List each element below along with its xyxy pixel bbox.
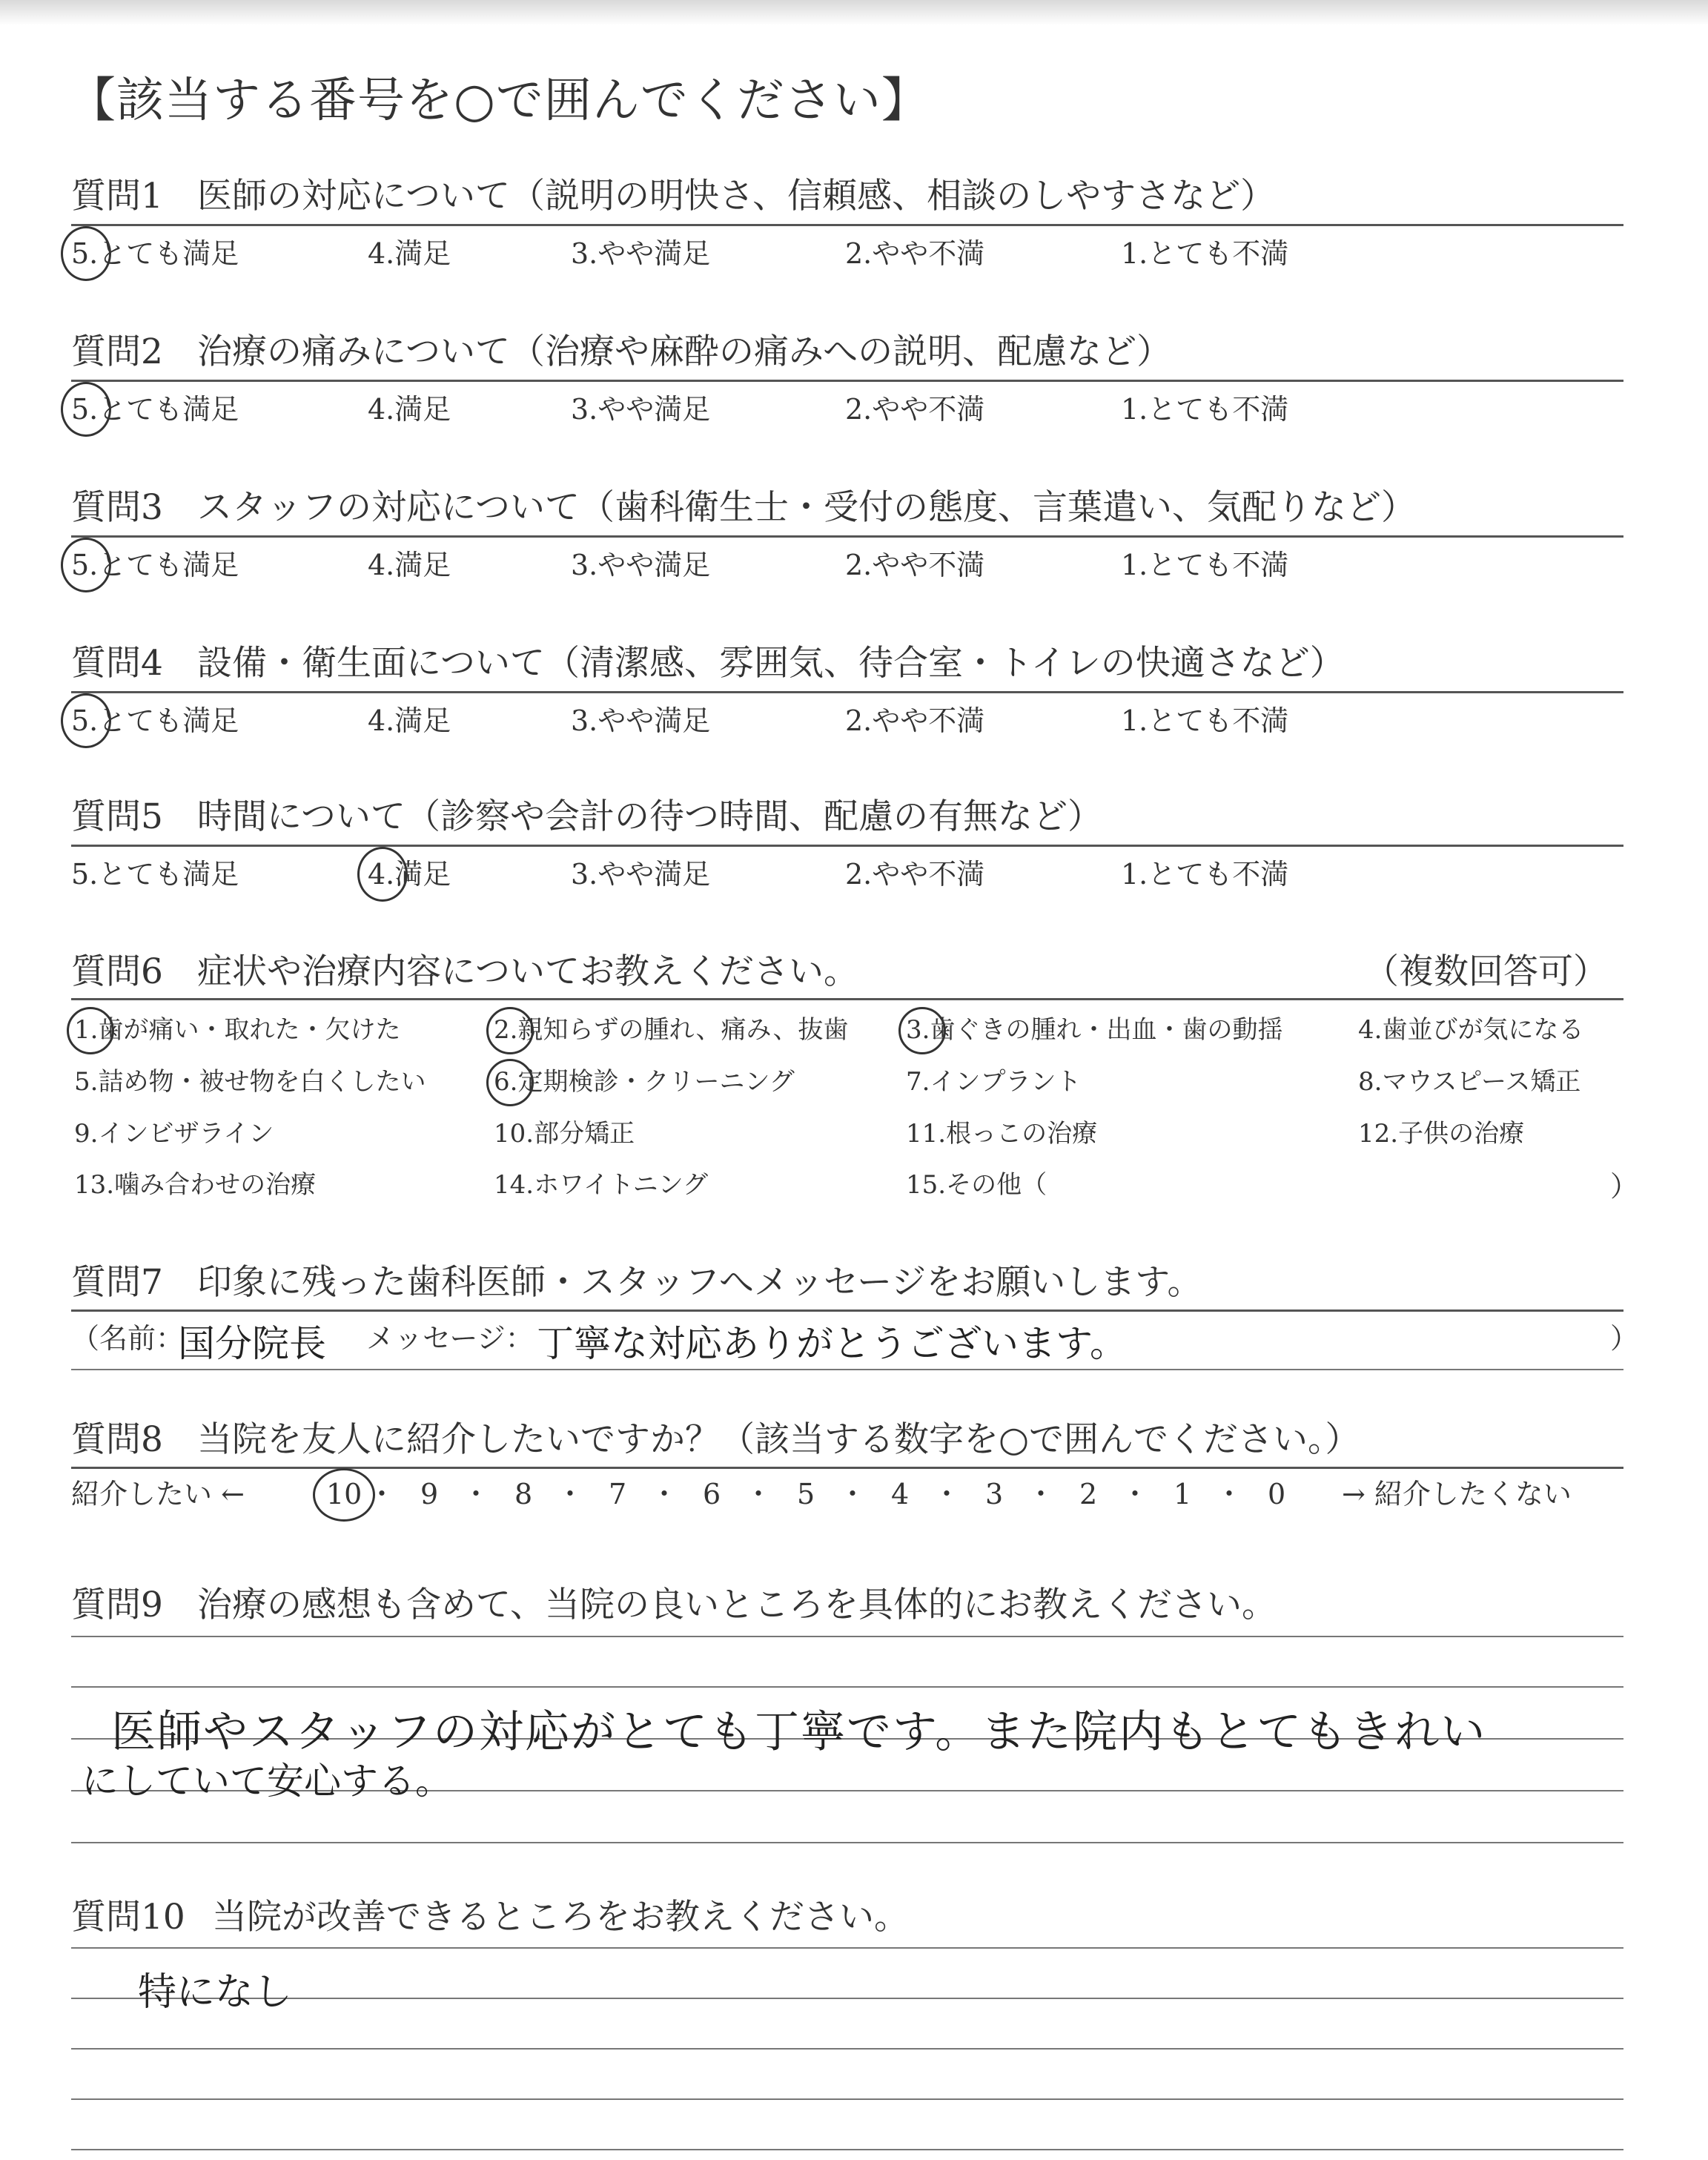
q9-rule-5	[71, 1842, 1623, 1843]
q1-selected-circle	[61, 226, 111, 281]
q6-option-5[interactable]: 5.詰め物・被せ物を白くしたい	[74, 1067, 426, 1097]
q1-text: 医師の対応について（説明の明快さ、信頼感、相談のしやすさなど）	[197, 176, 1276, 217]
q4-rule	[71, 691, 1623, 693]
q9-rule-1	[71, 1636, 1623, 1637]
q3-heading	[71, 486, 1416, 530]
q10-rule-2	[71, 1998, 1623, 1999]
q3-rule	[71, 535, 1623, 538]
q6-option-13[interactable]: 13.噛み合わせの治療	[74, 1170, 317, 1200]
q1-rule	[71, 224, 1623, 226]
q8-separator: ・	[368, 1478, 397, 1510]
q5-label: 質問5	[71, 796, 163, 837]
q8-scale-9[interactable]: 9	[420, 1478, 439, 1510]
q6-option-9[interactable]: 9.インビザライン	[74, 1119, 274, 1149]
q9-text: 治療の感想も含めて、当院の良いところを具体的にお教えください。	[197, 1585, 1277, 1625]
q6-heading	[71, 950, 858, 994]
q10-text: 当院が改善できるところをお教えください。	[212, 1897, 909, 1938]
q2-heading	[71, 330, 1171, 374]
q8-separator: ・	[838, 1478, 867, 1510]
q5-heading	[71, 795, 1102, 839]
q6-option-11[interactable]: 11.根っこの治療	[906, 1119, 1098, 1149]
q10-answer-line-1: 特になし	[138, 1970, 293, 2015]
q4-option-3[interactable]: 3.やや満足	[571, 704, 711, 737]
q8-scale-3[interactable]: 3	[985, 1478, 1004, 1510]
q2-option-5[interactable]: 5.とても満足	[71, 393, 239, 426]
q6-selected-circle-1	[67, 1007, 114, 1054]
q8-separator: ・	[556, 1478, 585, 1510]
q1-option-5[interactable]: 5.とても満足	[71, 237, 239, 270]
q9-answer-line-2: にしていて安心する。	[82, 1760, 452, 1803]
q8-scale-6[interactable]: 6	[703, 1478, 721, 1510]
q6-label: 質問6	[71, 951, 163, 992]
q8-separator: ・	[650, 1478, 679, 1510]
q7-message-value: 丁寧な対応ありがとうございます。	[537, 1322, 1127, 1365]
q6-option-15[interactable]: 15.その他（	[906, 1170, 1047, 1200]
q4-heading	[71, 641, 1345, 686]
q1-label: 質問1	[71, 176, 163, 217]
scan-top-edge	[0, 0, 1708, 25]
q7-text: 印象に残った歯科医師・スタッフへメッセージをお願いします。	[197, 1262, 1202, 1303]
q5-option-3[interactable]: 3.やや満足	[571, 858, 711, 891]
q5-option-4[interactable]: 4.満足	[368, 858, 451, 891]
q1-option-1[interactable]: 1.とても不満	[1121, 237, 1289, 270]
q6-option-8[interactable]: 8.マウスピース矯正	[1358, 1067, 1581, 1097]
q8-scale-7[interactable]: 7	[609, 1478, 627, 1510]
q6-option-3[interactable]: 3.歯ぐきの腫れ・出血・歯の動揺	[906, 1015, 1283, 1045]
q4-option-4[interactable]: 4.満足	[368, 704, 451, 737]
q8-scale-2[interactable]: 2	[1079, 1478, 1098, 1510]
q3-option-5[interactable]: 5.とても満足	[71, 549, 239, 581]
q10-heading	[71, 1895, 909, 1940]
q9-label: 質問9	[71, 1585, 163, 1625]
q6-text: 症状や治療内容についてお教えください。	[197, 951, 859, 992]
q8-selected-circle	[313, 1468, 375, 1522]
q9-answer-line-1: 医師やスタッフの対応がとても丁寧です。また院内もとてもきれい	[111, 1706, 1487, 1758]
q8-label: 質問8	[71, 1419, 163, 1460]
q3-text: スタッフの対応について（歯科衛生士・受付の態度、言葉遣い、気配りなど）	[197, 487, 1417, 528]
q8-scale-10[interactable]: 10	[326, 1478, 363, 1510]
q8-rule	[71, 1467, 1623, 1469]
q5-text: 時間について（診察や会計の待つ時間、配慮の有無など）	[197, 796, 1103, 837]
q8-right-label: → 紹介したくない	[1342, 1478, 1572, 1510]
q7-name-value: 国分院長	[178, 1322, 326, 1365]
q5-option-2[interactable]: 2.やや不満	[845, 858, 985, 891]
q2-text: 治療の痛みについて（治療や麻酔の痛みへの説明、配慮など）	[197, 331, 1172, 372]
q7-heading	[71, 1261, 1202, 1305]
q8-separator: ・	[933, 1478, 961, 1510]
q6-option-1[interactable]: 1.歯が痛い・取れた・欠けた	[74, 1015, 401, 1045]
q4-text: 設備・衛生面について（清潔感、雰囲気、待合室・トイレの快適さなど）	[197, 643, 1345, 684]
q8-scale-1[interactable]: 1	[1174, 1478, 1192, 1510]
q6-selected-circle-6	[486, 1059, 534, 1106]
q8-separator: ・	[1027, 1478, 1056, 1510]
q6-option-4[interactable]: 4.歯並びが気になる	[1358, 1015, 1584, 1045]
q2-rule	[71, 380, 1623, 382]
q8-text: 当院を友人に紹介したいですか？（該当する数字を○で囲んでください。）	[197, 1419, 1360, 1460]
q1-option-2[interactable]: 2.やや不満	[845, 237, 985, 270]
q3-option-3[interactable]: 3.やや満足	[571, 549, 711, 581]
q1-option-3[interactable]: 3.やや満足	[571, 237, 711, 270]
q8-separator: ・	[1215, 1478, 1244, 1510]
q6-option-6[interactable]: 6.定期検診・クリーニング	[494, 1067, 795, 1097]
q4-option-5[interactable]: 5.とても満足	[71, 704, 239, 737]
q6-option-7[interactable]: 7.インプラント	[906, 1067, 1082, 1097]
q10-rule-5	[71, 2149, 1623, 2150]
q6-rule	[71, 998, 1623, 1000]
q4-label: 質問4	[71, 643, 163, 684]
q8-scale-5[interactable]: 5	[797, 1478, 815, 1510]
q8-left-label: 紹介したい ←	[71, 1478, 245, 1510]
q4-option-2[interactable]: 2.やや不満	[845, 704, 985, 737]
q3-option-1[interactable]: 1.とても不満	[1121, 549, 1289, 581]
q7-close-paren: ）	[1610, 1322, 1639, 1355]
q1-heading	[71, 174, 1275, 219]
q8-separator: ・	[462, 1478, 491, 1510]
q3-selected-circle	[61, 538, 111, 592]
q7-answer-rule	[71, 1369, 1623, 1370]
q8-scale-0[interactable]: 0	[1268, 1478, 1286, 1510]
q3-option-2[interactable]: 2.やや不満	[845, 549, 985, 581]
q8-separator: ・	[1121, 1478, 1150, 1510]
q6-option-2[interactable]: 2.親知らずの腫れ、痛み、抜歯	[494, 1015, 849, 1045]
q6-option-12[interactable]: 12.子供の治療	[1358, 1119, 1525, 1149]
q10-rule-1	[71, 1947, 1623, 1949]
q10-rule-3	[71, 2048, 1623, 2050]
q6-selected-circle-3	[898, 1007, 946, 1054]
q4-selected-circle	[61, 693, 111, 748]
q7-label: 質問7	[71, 1262, 163, 1303]
q5-option-1[interactable]: 1.とても不満	[1121, 858, 1289, 891]
q8-scale-8[interactable]: 8	[514, 1478, 533, 1510]
q2-option-1[interactable]: 1.とても不満	[1121, 393, 1289, 426]
q6-option-10[interactable]: 10.部分矯正	[494, 1119, 635, 1149]
q6-note: （複数回答可）	[1364, 951, 1608, 992]
q4-option-1[interactable]: 1.とても不満	[1121, 704, 1289, 737]
q7-rule	[71, 1309, 1623, 1312]
q9-rule-2	[71, 1686, 1623, 1688]
q10-label: 質問10	[71, 1897, 185, 1938]
q7-name-prefix: （名前：	[71, 1322, 185, 1355]
q3-label: 質問3	[71, 487, 163, 528]
q2-option-3[interactable]: 3.やや満足	[571, 393, 711, 426]
q9-heading	[71, 1583, 1277, 1628]
q8-separator: ・	[744, 1478, 773, 1510]
q3-option-4[interactable]: 4.満足	[368, 549, 451, 581]
q8-scale-4[interactable]: 4	[891, 1478, 910, 1510]
q6-option-14[interactable]: 14.ホワイトニング	[494, 1170, 709, 1200]
q1-option-4[interactable]: 4.満足	[368, 237, 451, 270]
q2-label: 質問2	[71, 331, 163, 372]
q6-selected-circle-2	[486, 1007, 534, 1054]
q5-rule	[71, 845, 1623, 847]
q8-heading	[71, 1418, 1360, 1462]
q2-option-2[interactable]: 2.やや不満	[845, 393, 985, 426]
q2-selected-circle	[61, 382, 111, 437]
q2-option-4[interactable]: 4.満足	[368, 393, 451, 426]
q7-message-prefix: メッセージ：	[366, 1322, 534, 1355]
q5-option-5[interactable]: 5.とても満足	[71, 858, 239, 891]
q5-selected-circle	[357, 847, 408, 902]
page-title: 【該当する番号を○で囲んでください】	[68, 73, 930, 128]
q6-close-paren: ）	[1610, 1170, 1639, 1203]
q10-rule-4	[71, 2098, 1623, 2100]
